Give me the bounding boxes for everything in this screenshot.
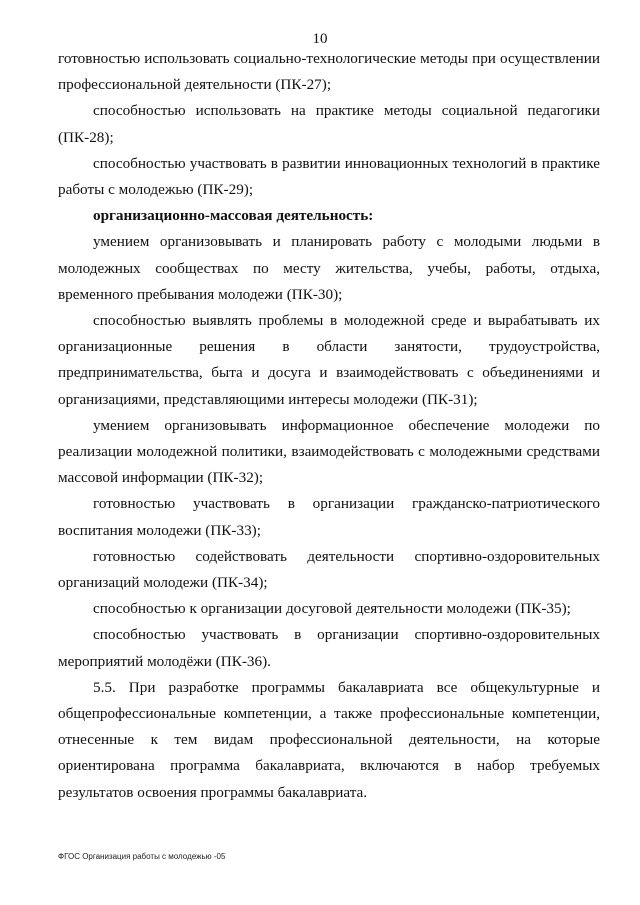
page-number: 10 [312, 31, 328, 47]
paragraph-pk-36: способностью участвовать в организации спортивно-оздоровительных мероприятий молодёжи (ПК-36). [58, 626, 600, 670]
document-body [58, 46, 600, 806]
section-heading: организационно-массовая деятельность: [93, 207, 374, 225]
paragraph-5-5: 5.5. При разработке программы бакалавриата все общекультурные и общепрофессиональные компетенции, а также профессиональные компетенции, отнесенные к тем видам профессиональной деятельности, на которые ориентирована программа бакалавриата, включаются в набор требуемых результатов освоения программы бакалавриата. [58, 678, 600, 801]
paragraph-pk-28: способностью использовать на практике методы социальной педагогики (ПК-28); [58, 102, 600, 146]
paragraph-pk-30: умением организовывать и планировать работу с молодыми людьми в молодежных сообществах по месту жительства, учебы, работы, отдыха, временного пребывания молодежи (ПК-30); [58, 233, 600, 303]
paragraph-pk-29: способностью участвовать в развитии инновационных технологий в практике работы с молодежью (ПК-29); [58, 154, 600, 199]
paragraph-pk-31: способностью выявлять проблемы в молодежной среде и вырабатывать их организационные решения в области занятости, трудоустройства, предпринимательства, быта и досуга и взаимодействовать с объединениями и организациями, представляющими интересы молодежи (ПК-31); [58, 312, 600, 408]
paragraph-pk-34: готовностью содействовать деятельности спортивно-оздоровительных организаций молодежи (ПК-34); [58, 547, 600, 592]
paragraph-pk-35: способностью к организации досуговой деятельности молодежи (ПК-35); [93, 600, 571, 618]
paragraph-pk-33: готовностью участвовать в организации гражданско-патриотического воспитания молодежи (ПК-33); [58, 495, 600, 539]
page-footer: ФГОС Организация работы с молодежью -05 [58, 852, 226, 861]
paragraph-pk-32: умением организовывать информационное обеспечение молодежи по реализации молодежной политики, взаимодействовать с молодежными средствами массовой информации (ПК-32); [58, 416, 600, 487]
paragraph-pk-27: готовностью использовать социально-технологические методы при осуществлении профессиональной деятельности (ПК-27); [58, 50, 600, 94]
